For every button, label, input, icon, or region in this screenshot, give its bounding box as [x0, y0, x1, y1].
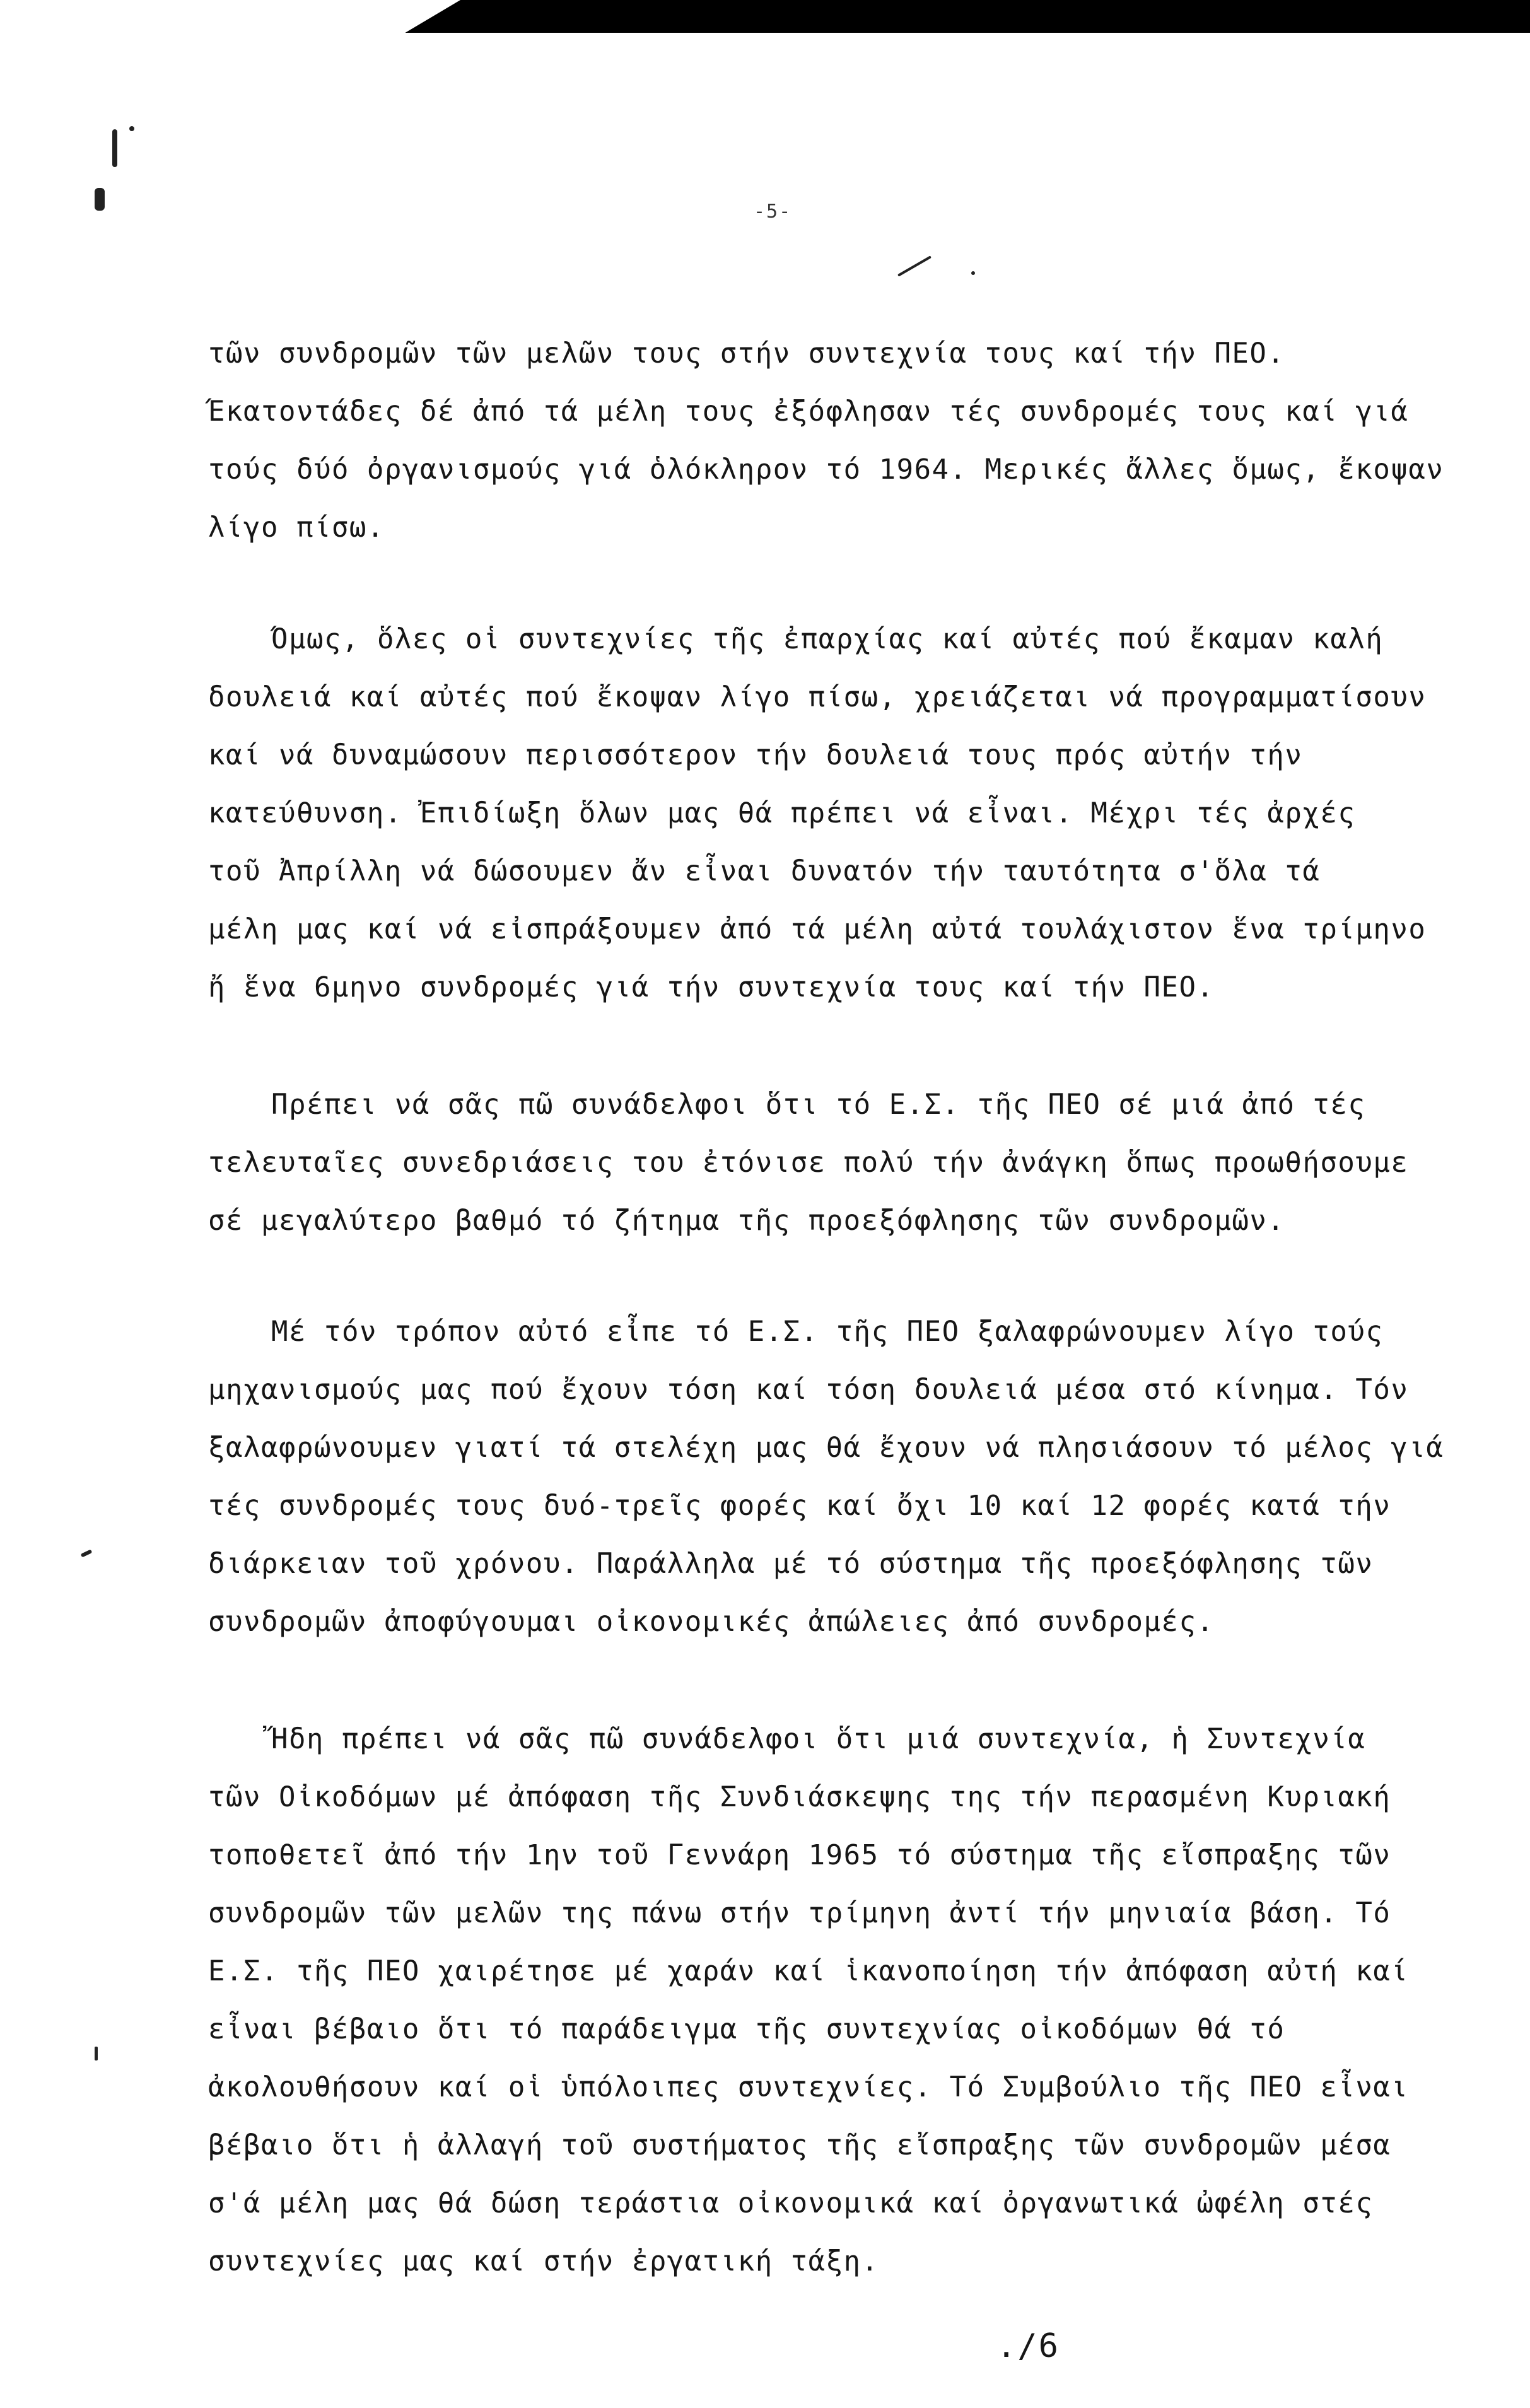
text-line: κατεύθυνση. Ἐπιδίωξη ὅλων μας θά πρέπει νά εἶναι. Μέχρι τές ἀρχές	[208, 797, 1356, 829]
text-line: σέ μεγαλύτερο βαθμό τό ζήτημα τῆς προεξόφλησης τῶν συνδρομῶν.	[208, 1205, 1285, 1237]
paragraph-5	[208, 1710, 1409, 2291]
text-line: ἤ ἕνα 6μηνο συνδρομές γιά τήν συντεχνία τους καί τήν ΠΕΟ.	[208, 971, 1215, 1003]
text-line: τοῦ Ἀπρίλλη νά δώσουμεν ἄν εἶναι δυνατόν τήν ταυτότητα σ'ὅλα τά	[208, 855, 1321, 887]
text-line: εἶναι βέβαιο ὅτι τό παράδειγμα τῆς συντεχνίας οἰκοδόμων θά τό	[208, 2013, 1285, 2045]
text-line: ξαλαφρώνουμεν γιατί τά στελέχη μας θά ἔχουν νά πλησιάσουν τό μέλος γιά	[208, 1432, 1444, 1464]
scan-top-band-notch	[0, 0, 460, 33]
text-line: λίγο πίσω.	[208, 511, 385, 544]
text-line: Πρέπει νά σᾶς πῶ συνάδελφοι ὅτι τό Ε.Σ. τῆς ΠΕΟ σέ μιά ἀπό τές	[271, 1089, 1366, 1121]
text-line: συνδρομῶν ἀποφύγουμαι οἰκονομικές ἀπώλειες ἀπό συνδρομές.	[208, 1606, 1215, 1638]
text-line: βέβαιο ὅτι ἡ ἀλλαγή τοῦ συστήματος τῆς εἴσπραξης τῶν συνδρομῶν μέσα	[208, 2129, 1391, 2161]
scan-mark	[129, 126, 134, 131]
text-line: συνδρομῶν τῶν μελῶν της πάνω στήν τρίμηνη ἀντί τήν μηνιαία βάση. Τό	[208, 1897, 1391, 1929]
text-line: τούς δύό ὀργανισμούς γιά ὁλόκληρον τό 1964. Μερικές ἄλλες ὅμως, ἔκοψαν	[208, 453, 1444, 486]
text-line: μηχανισμούς μας πού ἔχουν τόση καί τόση δουλειά μέσα στό κίνημα. Τόν	[208, 1374, 1409, 1406]
scan-top-band	[0, 0, 1530, 33]
text-line: μέλη μας καί νά εἰσπράξουμεν ἀπό τά μέλη αὐτά τουλάχιστον ἕνα τρίμηνο	[208, 913, 1427, 945]
text-line: καί νά δυναμώσουν περισσότερον τήν δουλειά τους πρός αὐτήν τήν	[208, 739, 1303, 771]
text-line: τῶν συνδρομῶν τῶν μελῶν τους στήν συντεχνία τους καί τήν ΠΕΟ.	[208, 337, 1285, 370]
text-line: τελευταῖες συνεδριάσεις του ἐτόνισε πολύ τήν ἀνάγκη ὅπως προωθήσουμε	[208, 1147, 1409, 1179]
text-line: Έκατοντάδες δέ ἀπό τά μέλη τους ἐξόφλησαν τές συνδρομές τους καί γιά	[208, 395, 1409, 428]
paragraph-4	[208, 1303, 1444, 1651]
scan-mark	[81, 1549, 93, 1557]
text-line: τῶν Οἰκοδόμων μέ ἀπόφαση τῆς Συνδιάσκεψης της τήν περασμένη Κυριακή	[208, 1781, 1391, 1813]
scan-mark	[971, 271, 975, 275]
text-line: συντεχνίες μας καί στήν ἐργατική τάξη.	[208, 2245, 879, 2277]
page-header-mark: -5-	[754, 201, 792, 223]
text-line: Μέ τόν τρόπον αὐτό εἶπε τό Ε.Σ. τῆς ΠΕΟ ξαλαφρώνουμεν λίγο τούς	[271, 1316, 1384, 1348]
scan-mark	[95, 2047, 98, 2060]
paragraph-2	[208, 611, 1427, 1017]
paragraph-3	[208, 1076, 1409, 1250]
text-line: Όμως, ὅλες οἱ συντεχνίες τῆς ἐπαρχίας καί αὐτές πού ἔκαμαν καλή	[271, 623, 1384, 655]
text-line: δουλειά καί αὐτές πού ἔκοψαν λίγο πίσω, χρειάζεται νά προγραμματίσουν	[208, 681, 1427, 713]
scan-mark	[95, 188, 105, 211]
text-line: Ἤδη πρέπει νά σᾶς πῶ συνάδελφοι ὅτι μιά συντεχνία, ἡ Συντεχνία	[271, 1723, 1366, 1755]
text-line: σ'ά μέλη μας θά δώση τεράστια οἰκονομικά καί ὀργανωτικά ὠφέλη στές	[208, 2187, 1374, 2219]
text-line: τές συνδρομές τους δυό-τρεῖς φορές καί ὄχι 10 καί 12 φορές κατά τήν	[208, 1490, 1391, 1522]
text-line: ἀκολουθήσουν καί οἱ ὑπόλοιπες συντεχνίες. Τό Συμβούλιο τῆς ΠΕΟ εἶναι	[208, 2071, 1409, 2103]
scan-mark	[897, 255, 931, 276]
text-line: τοποθετεῖ ἀπό τήν 1ην τοῦ Γεννάρη 1965 τό σύστημα τῆς εἴσπραξης τῶν	[208, 1839, 1391, 1871]
page-number: ./6	[996, 2327, 1060, 2365]
scan-mark	[112, 129, 117, 167]
text-line: Ε.Σ. τῆς ΠΕΟ χαιρέτησε μέ χαράν καί ἱκανοποίηση τήν ἀπόφαση αὐτή καί	[208, 1955, 1409, 1987]
paragraph-1	[208, 325, 1444, 557]
text-line: διάρκειαν τοῦ χρόνου. Παράλληλα μέ τό σύστημα τῆς προεξόφλησης τῶν	[208, 1548, 1374, 1580]
